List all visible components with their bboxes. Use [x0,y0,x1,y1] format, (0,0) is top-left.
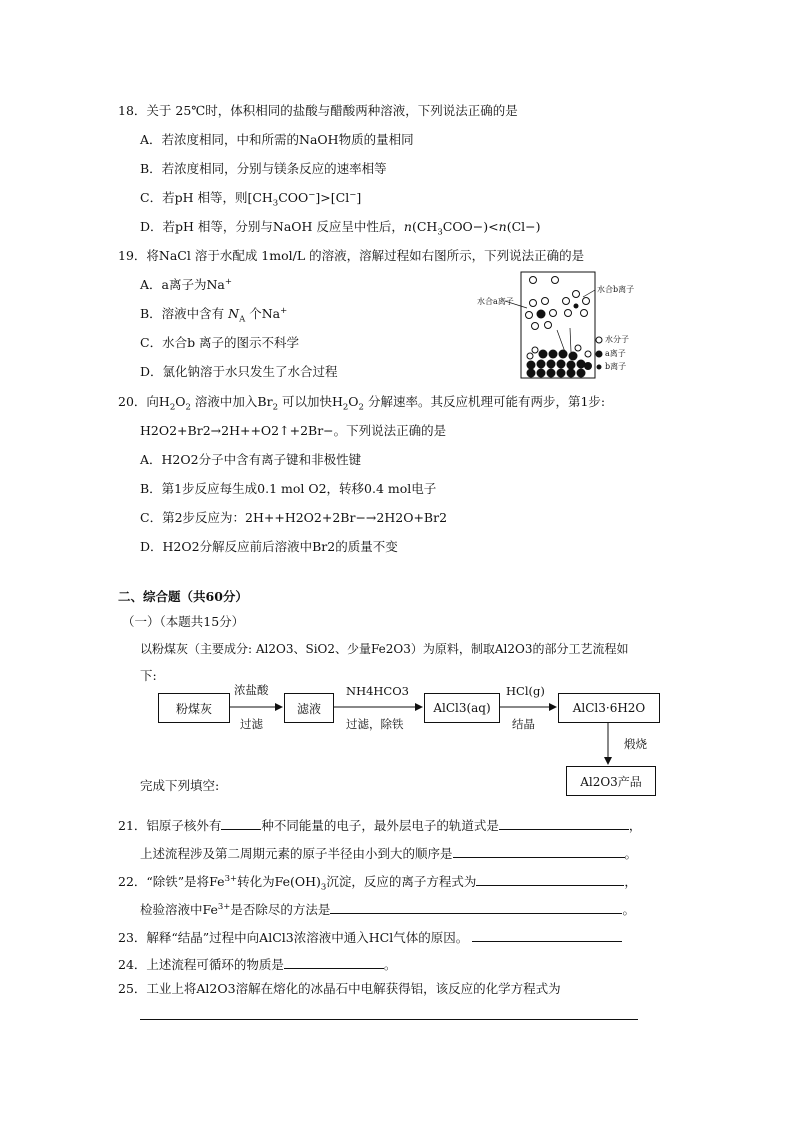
arrow3-operation: 结晶 [512,717,535,731]
fill-prompt: 完成下列填空: [140,778,220,793]
q19-stem: 19．将NaCl 溶于水配成 1mol/L 的溶液，溶解过程如右图所示，下列说法正确的是 [118,248,585,263]
flow-box-filtrate: 滤液 [284,693,334,723]
q23-line: 23．解释“结晶”过程中向AlCl3浓溶液中通入HCl气体的原因。 [118,928,622,946]
dissolution-figure [475,268,675,383]
flow-box-fly-ash: 粉煤灰 [158,693,230,723]
part1-heading: （一）（本题共15分） [122,614,245,629]
q22-line2: 检验溶液中$Fe^{3+}$是否除尽的方法是 。 [140,901,635,917]
q18-option-d: D．若pH 相等，分别与NaOH 反应呈中性后，$n(CH_3COO-)<n(Cl-)$ [140,219,541,238]
q22-blank-test-method[interactable] [330,900,622,914]
legend-b-ion: b离子 [605,362,627,371]
nacl-crystal [527,345,593,378]
q21-blank-orbital-diagram[interactable] [499,816,629,830]
q19-option-a: A．a离子为Na+ [140,276,232,292]
q18-option-a: A．若浓度相同，中和所需的NaOH物质的量相同 [140,132,414,147]
label-hydrated-b: 水合b离子 [597,285,635,294]
q24-line: 24．上述流程可循环的物质是 。 [118,957,397,972]
flow-box-alcl3-aq: AlCl3(aq) [424,693,500,723]
q20-stem: 20．向$H_2O_2$ 溶液中加入$Br_2$ 可以加快$H_2O_2$ 分解速率。其反应机理可能有两步，第1步: [118,394,606,413]
legend-a-ion: a离子 [605,349,626,358]
arrow2-operation: 过滤，除铁 [346,717,404,731]
q20-equation: H2O2+Br2→2H++O2↑+2Br−。下列说法正确的是 [140,423,447,438]
q19-option-c: C．水合b 离子的图示不科学 [140,335,300,350]
arrow1-operation: 过滤 [240,717,263,731]
q21-blank-radius-order[interactable] [453,844,625,858]
flow-box-alcl3-hydrate: AlCl3·6H2O [558,693,660,723]
legend-water: 水分子 [605,335,629,344]
q22-line1: 22．“除铁”是将$Fe^{3+}$转化为$Fe(OH)_3$沉淀，反应的离子方程式为 ， [118,873,637,893]
arrow1-reagent: 浓盐酸 [234,683,269,697]
arrow3-reagent: HCl(g) [506,684,545,698]
q19-option-b: B．溶液中含有 $N_A$ 个Na+ [140,305,288,325]
q25-blank-equation[interactable] [140,1019,638,1020]
legend-water-symbol [596,337,602,343]
process-flowchart [150,680,670,800]
part1-intro-line1: 以粉煤灰（主要成分: Al2O3、SiO2、少量Fe2O3）为原料，制取Al2O3的部分工艺流程如 [140,642,629,656]
q19-option-d: D．氯化钠溶于水只发生了水合过程 [140,364,338,379]
legend-a-symbol [596,351,603,358]
q20-option-a: A．H2O2分子中含有离子键和非极性键 [140,452,362,467]
arrow2-reagent: NH4HCO3 [346,684,409,698]
q21-line1: 21．铝原子核外有 种不同能量的电子，最外层电子的轨道式是 ， [118,818,642,833]
q18-option-c: C．若pH 相等，则$[CH_3COO^-]>[Cl^-]$ [140,189,362,209]
section2-title: 二、综合题（共60分） [118,589,248,604]
q25-line: 25．工业上将Al2O3溶解在熔化的冰晶石中电解获得铝，该反应的化学方程式为 [118,981,561,996]
q20-option-d: D．H2O2分解反应前后溶液中Br2的质量不变 [140,539,398,554]
q18-option-b: B．若浓度相同，分别与镁条反应的速率相等 [140,161,387,176]
hydrated-b-ion [563,291,590,317]
arrow4-operation: 煅烧 [624,737,647,751]
hydrated-a-ion [526,298,557,330]
part1-intro-line2: 下: [140,668,157,683]
label-hydrated-a: 水合a离子 [477,297,514,306]
q21-blank-energy-levels[interactable] [221,816,261,830]
q21-line2: 上述流程涉及第二周期元素的原子半径由小到大的顺序是 。 [140,846,638,861]
q24-blank-recycled-substance[interactable] [284,955,384,969]
flow-arrows [150,680,670,800]
q22-blank-ionic-equation[interactable] [476,872,624,886]
q23-blank-reason[interactable] [472,928,622,942]
q20-option-b: B．第1步反应每生成0.1 mol O2，转移0.4 mol电子 [140,481,437,496]
flow-box-alumina-product: Al2O3产品 [566,766,656,796]
q20-option-c: C．第2步反应为：2H++H2O2+2Br−→2H2O+Br2 [140,510,448,525]
legend-b-symbol [597,365,602,370]
dissolution-diagram [475,268,675,383]
q18-stem: 18．关于 25℃时，体积相同的盐酸与醋酸两种溶液，下列说法正确的是 [118,103,518,118]
